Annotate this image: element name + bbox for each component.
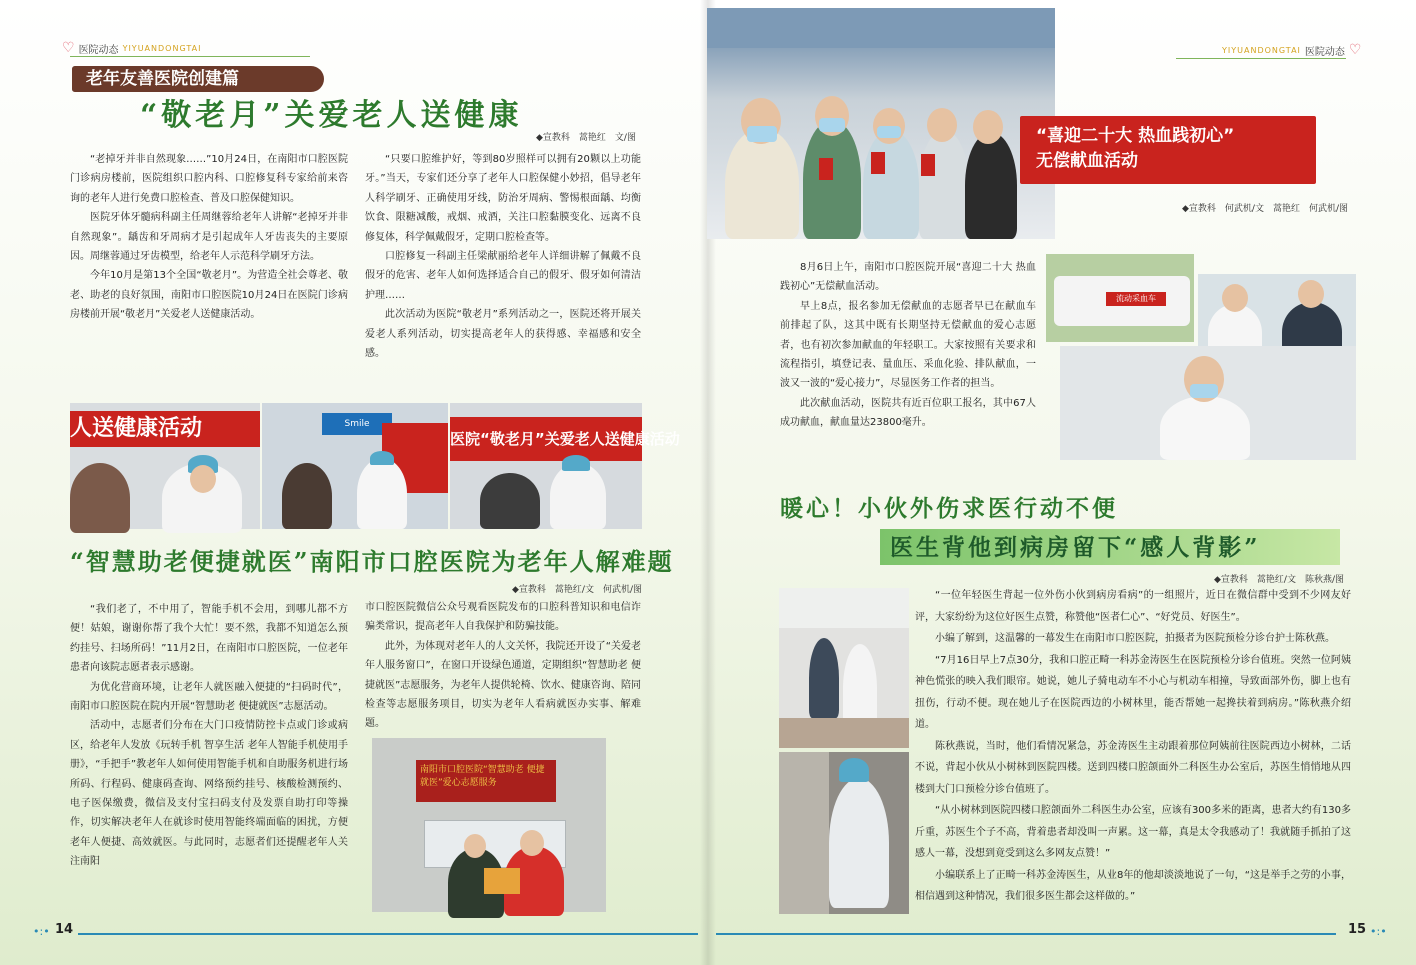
paragraph: 此次活动为医院“敬老月”系列活动之一，医院还将开展关爱老人系列活动，切实提高老年人的获得感、幸福感和安全感。: [365, 309, 641, 360]
article-title: “敬老月”关爱老人送健康: [140, 98, 523, 133]
photo-blood-bus: [1046, 254, 1194, 342]
patient-figure: [480, 473, 540, 529]
smile-sign: Smile: [322, 413, 392, 435]
page-footer-rule: [78, 933, 698, 935]
volunteer-face: [520, 830, 544, 856]
page-number-left: 14: [55, 922, 74, 937]
patient-figure: [809, 638, 839, 718]
bus-sign: 流动采血车: [1106, 292, 1166, 306]
dots-decoration-icon: •:•: [1370, 925, 1387, 938]
face-mask: [819, 118, 845, 132]
paragraph: 小编联系上了正畸一科苏金涛医生，从业8年的他却淡淡地说了一句，“这是举手之劳的小事，相信遇到这种情况，我们很多医生都会这样做的。”: [915, 869, 1351, 902]
donor-figure: [725, 128, 799, 239]
nurse-figure: [1160, 396, 1250, 460]
paragraph: “7月16日早上7点30分，我和口腔正畸一科苏金涛医生在医院预检分诊台值班。突然一位阿姨神色慌张的映入我们眼帘。她说，她儿子骑电动车不小心与机动车相撞，导致面部外伤，脚上也有扭伤，行动不便。现在她儿子在医院西边的小树林里，能否帮她一起搀扶着到病房。”陈秋燕介绍道。: [915, 654, 1351, 730]
photo-elder-consult: [70, 403, 260, 529]
doctor-figure: [550, 463, 606, 529]
blood-donation-title-box: [1020, 116, 1316, 184]
doctor-cap: [370, 451, 394, 465]
paragraph: 此次献血活动，医院共有近百位职工报名，其中67人成功献血，献血量达23800毫升。: [780, 397, 1036, 429]
heart-icon: ♡: [62, 40, 75, 56]
blood-title-line-1: “喜迎二十大 热血践初心”: [1036, 126, 1235, 146]
photo-doctor-back-1: [779, 588, 909, 748]
section-label: 医院动态: [1304, 46, 1345, 58]
paragraph: 陈秋燕说，当时，他们看情况紧急，苏金涛医生主动跟着那位阿姨前往医院西边小树林，二话不说，背起小伙从小树林到医院四楼。送到四楼口腔颌面外二科医生办公室后，苏医生悄悄地从四楼到大门口预检分诊台值班了。: [915, 740, 1351, 795]
donation-certificate: [819, 158, 833, 180]
paragraph: “从小树林到医院四楼口腔颌面外二科医生办公室，应该有300多米的距离，患者大约有130多斤重，苏医生个子不高，背着患者却没叫一声累。这一幕，真是太令我感动了！我就随手抓拍了这感人一幕，没想到竟受到这么多网友点赞！”: [915, 805, 1351, 859]
paragraph: 早上8点，报名参加无偿献血的志愿者早已在献血车前排起了队，这其中既有长期坚持无偿献血的爱心志愿者，也有初次参加献血的年轻职工。大家按照有关要求和流程指引，填登记表、量血压、采血化验、排队献血，一波又一波的“爱心接力”，尽显医务工作者的担当。: [780, 300, 1036, 390]
article-column-2: [365, 150, 641, 363]
section-rule: [1176, 58, 1346, 59]
story-byline: ◆宣教科 蒿艳红/文 陈秋燕/图: [1214, 575, 1344, 585]
donation-certificate: [921, 154, 935, 176]
photo-oral-check: [262, 403, 448, 529]
building-facade: [779, 588, 909, 628]
heart-icon: ♡: [1348, 42, 1362, 58]
paragraph: “我们老了，不中用了，智能手机不会用，到哪儿都不方便！姑娘，谢谢你帮了我个大忙！要不然，我都不知道怎么预约挂号、扫场所码！”11月2日，在南阳市口腔医院，一位老年患者向该院志愿者表示感谢。: [70, 604, 348, 674]
handbook: [484, 868, 520, 894]
doctor-carrying-patient: [829, 778, 889, 908]
section-header-left: [62, 40, 201, 56]
page-number-right: 15: [1348, 922, 1367, 937]
paragraph: 小编了解到，这温馨的一幕发生在南阳市口腔医院，拍摄者为医院预检分诊台护士陈秋燕。: [935, 633, 1335, 644]
paragraph: 为优化营商环境，让老年人就医融入便捷的“扫码时代”，南阳市口腔医院在院内开展“智慧助老 便捷就医”志愿活动。: [70, 681, 348, 713]
article-byline-2: ◆宣教科 蒿艳红/文 何武机/图: [512, 585, 642, 595]
face-mask: [747, 126, 777, 142]
paragraph: “一位年轻医生背起一位外伤小伙到病房看病”的一组照片，近日在微信群中受到不少网友好评，大家纷纷为这位好医生点赞，称赞他“医者仁心”、“好党员、好医生”。: [915, 590, 1351, 623]
doctor-face: [190, 465, 216, 493]
section-rule: [70, 56, 310, 57]
paragraph: “老掉牙并非自然现象……”10月24日，在南阳市口腔医院门诊病房楼前，医院组织口腔内科、口腔修复科专家给前来咨询的老年人进行免费口腔检查、普及口腔保健知识。: [70, 154, 348, 204]
photo-volunteer-service: [372, 738, 606, 912]
face-mask: [877, 126, 901, 138]
elevator-door: [779, 752, 829, 914]
donor-figure: [863, 130, 919, 239]
blood-article-column: [780, 258, 1036, 433]
doctor-cap: [839, 758, 869, 782]
photo-blood-donation-group: [707, 8, 1055, 239]
donor-face: [927, 108, 957, 142]
elder-face: [464, 834, 486, 858]
column-banner: 老年友善医院创建篇: [72, 66, 324, 92]
donor-face: [973, 110, 1003, 144]
dots-decoration-icon: •:•: [33, 925, 50, 938]
section-label-en: YIYUANDONGTAI: [122, 43, 202, 53]
story-title-line-2: 医生背他到病房留下“感人背影”: [890, 534, 1261, 561]
article-column-4: [365, 598, 641, 734]
paragraph: 8月6日上午，南阳市口腔医院开展“喜迎二十大 热血践初心”无偿献血活动。: [780, 262, 1036, 293]
paragraph: 市口腔医院微信公众号观看医院发布的口腔科普知识和电信诈骗类常识，提高老年人自我保护和防骗技能。: [365, 602, 641, 633]
photo-banner: 医院“敬老月”关爱老人送健康活动: [450, 417, 642, 461]
nurse-face: [1222, 284, 1248, 312]
bus-ceiling: [707, 8, 1055, 48]
blood-byline: ◆宣教科 何武机/文 蒿艳红 何武机/图: [1182, 204, 1348, 214]
paragraph: 医院牙体牙髓病科副主任周继蓉给老年人讲解“老掉牙并非自然现象”。龋齿和牙周病才是引起成年人牙齿丧失的主要原因。周继蓉通过牙齿模型，给老年人示范科学刷牙方法。: [70, 212, 348, 263]
donor-face: [1298, 280, 1324, 308]
patient-figure: [70, 463, 130, 533]
story-column: [915, 585, 1351, 908]
page-footer-rule: [716, 933, 1336, 935]
story-title-line-1: 暖心！小伙外伤求医行动不便: [780, 495, 1118, 522]
article-title-2: “智慧助老便捷就医”南阳市口腔医院为老年人解难题: [70, 547, 674, 576]
photo-nurse-victory: [1060, 346, 1356, 460]
patient-figure: [282, 463, 332, 529]
doctor-figure: [357, 458, 407, 529]
donation-certificate: [871, 152, 885, 174]
ground: [779, 718, 909, 748]
photo-dentist-demo: [450, 403, 680, 529]
paragraph: 活动中，志愿者们分布在大门口疫情防控卡点或门诊或病区，给老年人发放《玩转手机 智享生活 老年人智能手机使用手册》，“手把手”教老年人如何使用智能手机和自助服务机进行场所码、行程码、健康码查询、网络预约挂号、核酸检测预约、电子医保缴费，微信及支付宝扫码支付及发票自助打印等操作，切实解决老年人在就诊时使用智能终端面临的困扰，方便老年人便捷、高效就医。与此同时，志愿者们还提醒老年人关注南阳: [70, 720, 348, 868]
section-label-en: YIYUANDONGTAI: [1222, 45, 1301, 55]
photo-doctor-back-2: [779, 752, 909, 914]
article-column-3: [70, 600, 348, 872]
donor-figure: [919, 130, 969, 239]
paragraph: “只要口腔维护好，等到80岁照样可以拥有20颗以上功能牙。”当天，专家们还分享了老年人口腔保健小妙招，倡导老年人科学刷牙、正确使用牙线，防治牙周病、警惕根面龋、均衡饮食、限糖减酸，戒烟、戒酒，关注口腔黏膜变化、远离不良修复体，科学佩戴假牙，定期口腔检查等。: [365, 154, 641, 243]
volunteer-sign: 南阳市口腔医院“智慧助老 便捷就医”爱心志愿服务: [416, 760, 556, 802]
paragraph: 今年10月是第13个全国“敬老月”。为营造全社会尊老、敬老、助老的良好氛围，南阳市口腔医院10月24日在医院门诊病房楼前开展“敬老月”关爱老人送健康活动。: [70, 270, 348, 321]
section-label: 医院动态: [78, 44, 119, 56]
article-byline: ◆宣教科 蒿艳红 文/图: [536, 133, 636, 143]
face-mask: [1190, 384, 1218, 398]
doctor-cap: [562, 455, 590, 471]
article-column-1: [70, 150, 348, 325]
donor-figure: [965, 132, 1017, 239]
section-header-right: [1222, 42, 1361, 58]
photo-banner: 人送健康活动: [70, 411, 260, 447]
paragraph: 此外，为体现对老年人的人文关怀，我院还开设了“关爱老年人服务窗口”，在窗口开设绿色通道，定期组织“智慧助老 便捷就医”志愿服务，为老年人提供轮椅、饮水、健康咨询、陪同检查等志愿服务项目，切实为老年人看病就医办实事、解难题。: [365, 640, 641, 730]
paragraph: 口腔修复一科副主任梁献丽给老年人详细讲解了佩戴不良假牙的危害、老年人如何选择适合自己的假牙、假牙如何清洁护理……: [365, 251, 641, 301]
blood-title-line-2: 无偿献血活动: [1036, 151, 1138, 171]
